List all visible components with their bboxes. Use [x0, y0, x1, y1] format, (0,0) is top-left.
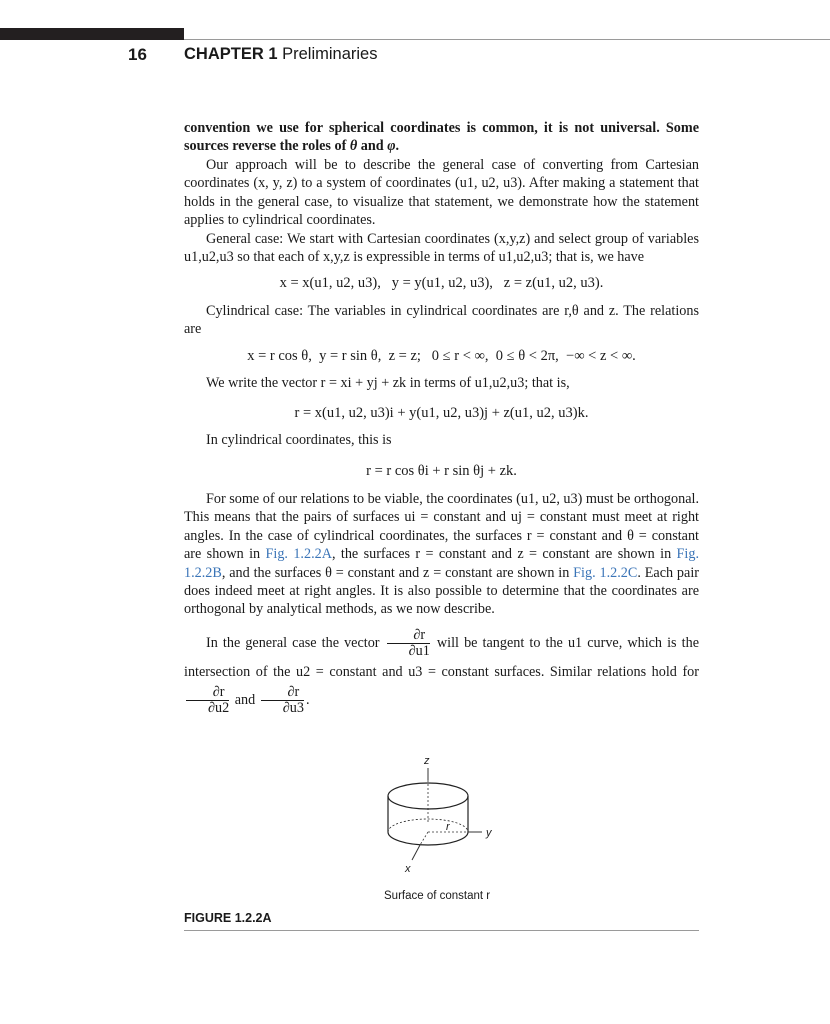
p7-text-a: In the general case the vector: [206, 634, 385, 651]
chapter-title: Preliminaries: [282, 45, 378, 63]
equation-general: x = x(u1, u2, u3), y = y(u1, u2, u3), z = z(u1, u2, u3).: [279, 275, 604, 291]
paragraph-general-case: [184, 230, 699, 267]
paragraph-vector: [184, 374, 699, 392]
figure-label: FIGURE 1.2.2A: [184, 911, 272, 925]
theta-symbol: θ: [349, 138, 358, 155]
x-axis-inner: [420, 832, 428, 845]
paragraph-continuation: [184, 119, 699, 156]
x-axis-label: x: [405, 863, 411, 875]
p6-text-a: For some of our relations to be viable, the coordinates (u1, u2, u3) must be orthogonal. This means that the pairs of surfaces ui = constant and uj = constant must meet at right angles. In the case of cylindrical coordinates, the surfaces r = constant and θ = constant are shown in: [184, 491, 699, 563]
phi-symbol: φ: [387, 138, 396, 155]
p7-end: .: [306, 691, 310, 708]
p1-text: Our approach will be to describe the general case of converting from Cartesian coordinates (x, y, z) to a system of coordinates (u1, u2, u3). After making a statement that holds in the general case, to visualize that statement, we demonstrate how the statement applies to cylindrical coordinates.: [184, 157, 699, 229]
fig-link-c[interactable]: Fig. 1.2.2C: [573, 564, 638, 581]
p2-text: General case: We start with Cartesian coordinates (x,y,z) and select group of variables u1,u2,u3 so that each of x,y,z is expressible in terms of u1,u2,u3; that is, we have: [184, 231, 699, 266]
p5-text: In cylindrical coordinates, this is: [206, 432, 392, 448]
equation-vector-cylindrical: r = r cos θi + r sin θj + zk.: [366, 463, 517, 479]
partial-r-u1: $\frac{\partial r}{\partial u1}$: [387, 628, 430, 659]
p6-text-d: . Each pair does indeed meet at right angles. It is also possible to determine that the coordinates are orthogonal by analytical methods, as we now describe.: [184, 564, 699, 618]
z-axis-label: z: [424, 755, 430, 767]
y-axis-label: y: [486, 827, 492, 839]
cylinder-figure: [370, 750, 510, 885]
paragraph-approach: [184, 156, 699, 230]
header-bar: [0, 28, 184, 40]
chapter-label: CHAPTER 1: [184, 45, 278, 63]
equation-vector-general: r = x(u1, u2, u3)i + y(u1, u2, u3)j + z(u1, u2, u3)k.: [294, 405, 589, 421]
x-axis-outer: [412, 845, 420, 860]
p7-and: and: [231, 691, 259, 708]
paragraph-orthogonal: [184, 490, 699, 619]
paragraph-tangent: [184, 628, 699, 716]
cylinder-bottom-front: [388, 832, 468, 845]
p6-text-b: , the surfaces r = constant and z = constant are shown in: [331, 546, 677, 563]
p6-text-c: , and the surfaces θ = constant and z = constant are shown in: [221, 564, 574, 581]
figure-rule: [184, 930, 699, 931]
p0-and: and: [357, 138, 388, 155]
equation-cylindrical: x = r cos θ, y = r sin θ, z = z; 0 ≤ r < ∞, 0 ≤ θ < 2π, −∞ < z < ∞.: [247, 348, 636, 364]
p0-end: .: [395, 138, 400, 155]
figure-caption: Surface of constant r: [384, 890, 491, 902]
p7-text-b: will be tangent to the u1 curve, which is the intersection of the u2 = constant and u3 = constant surfaces. Similar relations hold for: [184, 634, 699, 680]
p3-text: Cylindrical case: The variables in cylindrical coordinates are r,θ and z. The relations are: [184, 303, 699, 338]
running-head: [184, 45, 377, 64]
paragraph-in-cylindrical: [184, 431, 699, 449]
p0-text: convention we use for spherical coordinates is common, it is not universal. Some sources reverse the roles of: [184, 120, 699, 155]
p4-text: We write the vector r = xi + yj + zk in terms of u1,u2,u3; that is,: [206, 375, 570, 391]
header-rule: [184, 39, 830, 40]
paragraph-cylindrical-case: [184, 302, 699, 339]
partial-r-u2: $\frac{\partial r}{\partial u2}$: [186, 685, 229, 716]
fig-link-a[interactable]: Fig. 1.2.2A: [265, 546, 332, 563]
radius-label: r: [446, 821, 450, 833]
fig-link-b[interactable]: Fig. 1.2.2B: [184, 546, 700, 581]
page-number: 16: [128, 45, 147, 64]
partial-r-u3: $\frac{\partial r}{\partial u3}$: [261, 685, 304, 716]
